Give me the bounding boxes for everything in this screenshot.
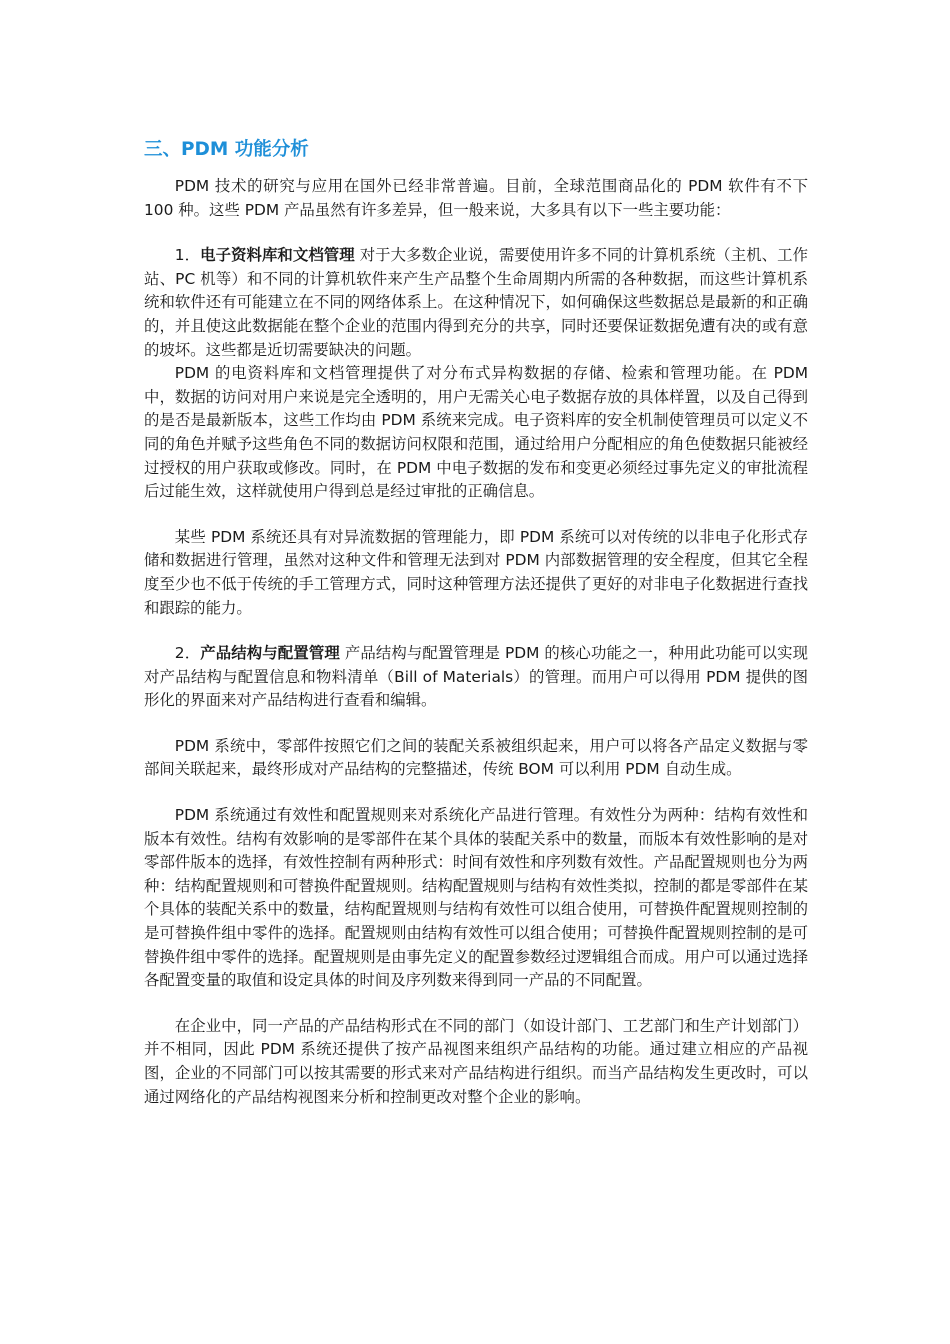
section-title: 三、PDM 功能分析	[144, 139, 309, 160]
item-1-title: 电子资料库和文档管理	[200, 246, 355, 265]
paragraph-effectivity: PDM 系统通过有效性和配置规则来对系统化产品进行管理。有效性分为两种：结构有效性和版本有效性。结构有效影响的是零部件在某个具体的装配关系中的数量，而版本有效性影响的是对零部件版本的选择，有效性控制有两种形式：时间有效性和序列数有效性。产品配置规则也分为两种：结构配置规则和可替换件配置规则。结构配置规则与结构有效性类拟，控制的都是零部件在某个具体的装配关系中的数量，结构配置规则与结构有效性可以组合使用，可替换件配置规则控制的是可替换件组中零件的选择。配置规则由结构有效性可以组合使用；可替换件配置规则控制的是可替换件组中零件的选择。配置规则是由事先定义的配置参数经过逻辑组合而成。用户可以通过选择各配置变量的取值和设定具体的时间及序列数来得到同一产品的不同配置。	[144, 806, 808, 990]
item-2-text: 产品结构与配置管理是 PDM 的核心功能之一，种用此功能可以实现对产品结构与配置信息和物料清单（Bill of Materials）的管理。而用户可以得用 PDM 提供的图形化的界面来对产品结构进行查看和编辑。	[144, 644, 808, 710]
item-1-number: 1．	[174, 246, 201, 265]
paragraph-item-1	[144, 244, 808, 362]
paragraph-heterogeneous-data: 某些 PDM 系统还具有对异流数据的管理能力，即 PDM 系统可以对传统的以非电子化形式存储和数据进行管理，虽然对这种文件和管理无法到对 PDM 内部数据管理的安全程度，但其它全程度至少也不低于传统的手工管理方式，同时这种管理方法还提供了更好的对非电子化数据进行查找和跟踪的能力。	[144, 527, 808, 617]
paragraph-item-2	[144, 642, 808, 713]
paragraph-intro: PDM 技术的研究与应用在国外已经非常普遍。目前，全球范围商品化的 PDM 软件有不下 100 种。这些 PDM 产品虽然有许多差异，但一般来说，大多具有以下一些主要功能：	[144, 177, 808, 219]
item-2-title: 产品结构与配置管理	[200, 644, 340, 663]
paragraph-product-views: 在企业中，同一产品的产品结构形式在不同的部门（如设计部门、工艺部门和生产计划部门）并不相同，因此 PDM 系统还提供了按产品视图来组织产品结构的功能。通过建立相应的产品视图，企业的不同部门可以按其需要的形式来对产品结构进行组织。而当产品结构发生更改时，可以通过网络化的产品结构视图来分析和控制更改对整个企业的影响。	[144, 1016, 808, 1106]
item-2-number: 2．	[174, 644, 201, 663]
document-body	[144, 175, 808, 1109]
paragraph-document-management: PDM 的电资料库和文档管理提供了对分布式异构数据的存储、检索和管理功能。在 PDM 中，数据的访问对用户来说是完全透明的，用户无需关心电子数据存放的具体样置，以及自己得到的是否是最新版本，这些工作均由 PDM 系统来完成。电子资料库的安全机制使管理员可以定义不同的角色并赋予这些角色不同的数据访问权限和范围，通过给用户分配相应的角色使数据只能被经过授权的用户获取或修改。同时，在 PDM 中电子数据的发布和变更必须经过事先定义的审批流程后过能生效，这样就使用户得到总是经过审批的正确信息。	[144, 364, 808, 501]
item-1-text: 对于大多数企业说，需要使用许多不同的计算机系统（主机、工作站、PC 机等）和不同的计算机软件来产生产品整个生命周期内所需的各种数据，而这些计算机系统和软件还有可能建立在不同的网络体系上。在这种情况下，如何确保这些数据总是最新的和正确的，并且使这此数据能在整个企业的范围内得到充分的共享，同时还要保证数据免遭有决的或有意的坡坏。这些都是近切需要缺决的问题。	[144, 246, 808, 359]
paragraph-bom: PDM 系统中，零部件按照它们之间的装配关系被组织起来，用户可以将各产品定义数据与零部间关联起来，最终形成对产品结构的完整描述，传统 BOM 可以利用 PDM 自动生成。	[144, 736, 808, 779]
